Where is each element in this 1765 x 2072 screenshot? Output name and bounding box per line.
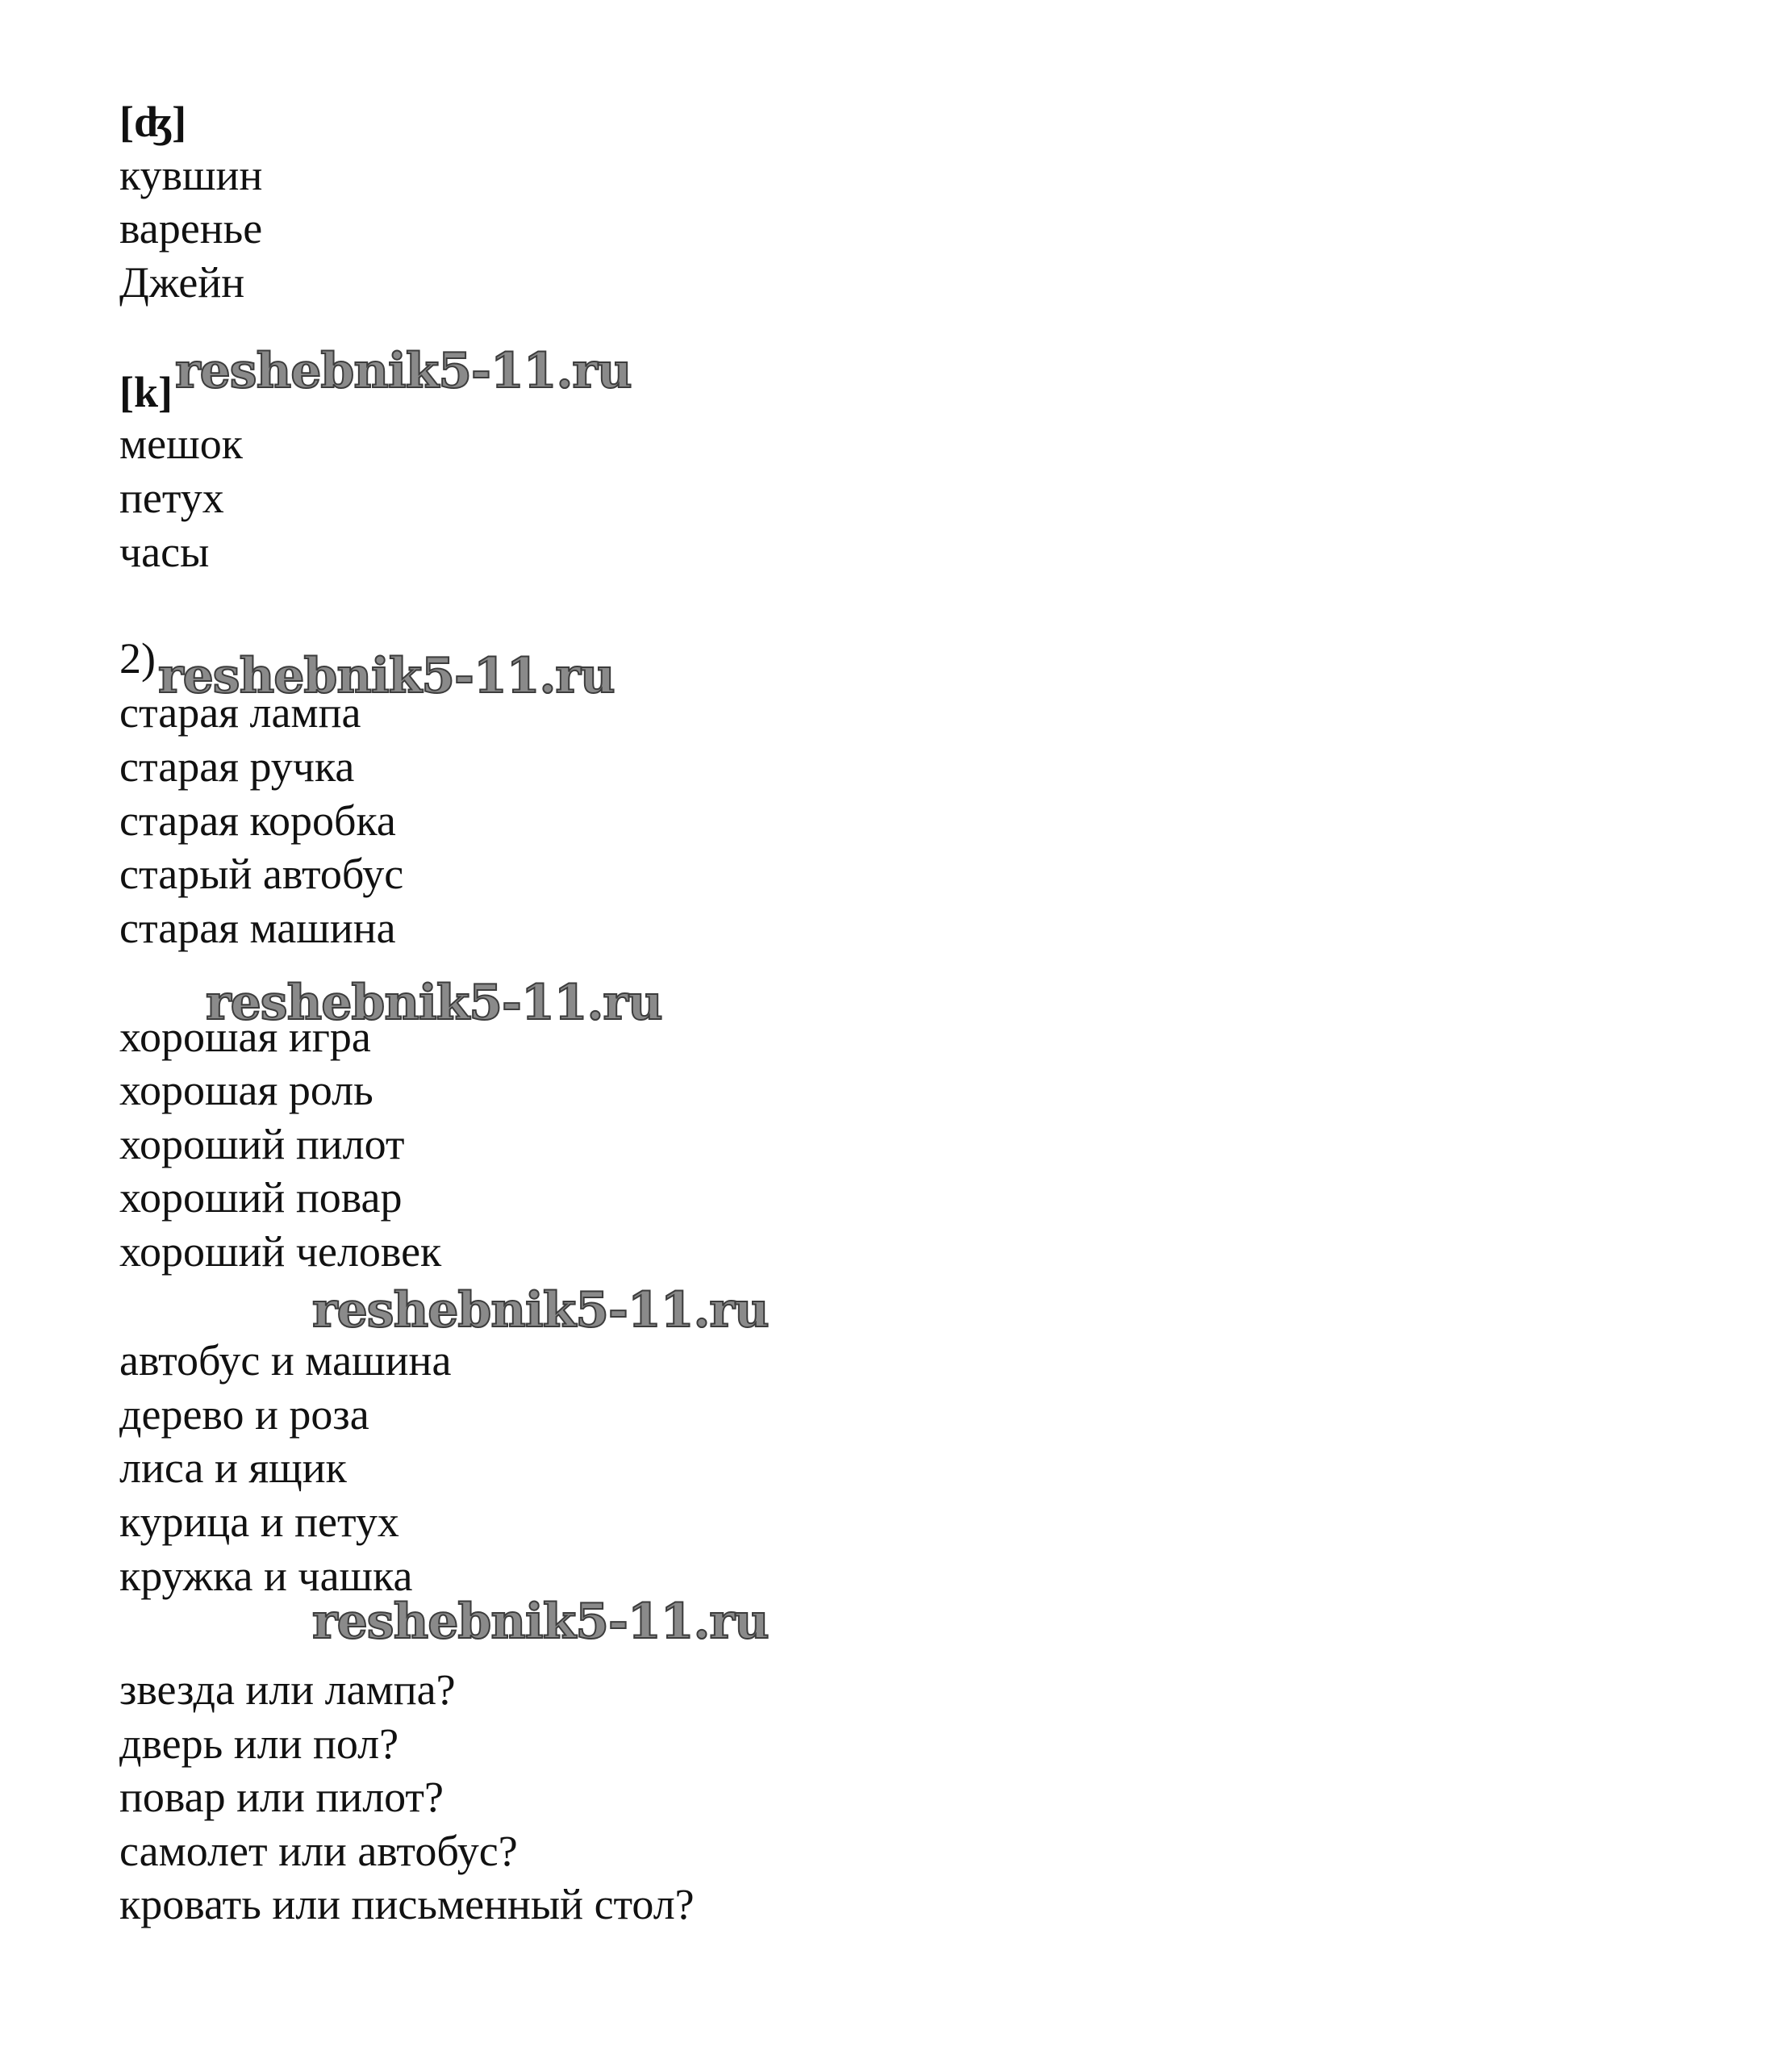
phrase-item: курица и петух [119, 1498, 399, 1546]
phrase-item: хорошая роль [119, 1066, 373, 1114]
watermark: reshebnik5-11.ru [158, 648, 615, 704]
phrase-item: старая лампа [119, 688, 361, 737]
phrase-item: звезда или лампа? [119, 1665, 456, 1714]
phrase-item: старый автобус [119, 850, 404, 898]
phrase-item: дверь или пол? [119, 1719, 399, 1768]
word-item: петух [119, 474, 224, 522]
word-item: мешок [119, 420, 243, 468]
phrase-item: старая ручка [119, 742, 355, 791]
word-item: варенье [119, 204, 263, 253]
section-heading-k: [k] [119, 368, 173, 416]
phrase-item: хорошая игра [119, 1013, 371, 1061]
phrase-item: кружка и чашка [119, 1552, 413, 1600]
phrase-item: повар или пилот? [119, 1773, 444, 1821]
phrase-item: кровать или письменный стол? [119, 1880, 695, 1928]
watermark: reshebnik5-11.ru [175, 343, 632, 399]
phrase-item: дерево и роза [119, 1390, 369, 1439]
word-item: Джейн [119, 258, 245, 307]
phrase-item: хороший повар [119, 1173, 403, 1222]
section-heading-dz: [ʤ] [119, 98, 187, 146]
phrase-item: хороший человек [119, 1227, 442, 1276]
watermark: reshebnik5-11.ru [312, 1282, 769, 1339]
phrase-item: лиса и ящик [119, 1443, 347, 1492]
phrase-item: старая коробка [119, 796, 396, 845]
phrase-item: старая машина [119, 904, 396, 952]
phrase-item: самолет или автобус? [119, 1827, 518, 1875]
word-item: часы [119, 528, 210, 576]
word-item: кувшин [119, 151, 263, 199]
phrase-item: автобус и машина [119, 1336, 452, 1385]
phrase-item: хороший пилот [119, 1120, 405, 1168]
part-label: 2) [119, 634, 156, 683]
watermark: reshebnik5-11.ru [206, 975, 662, 1031]
watermark: reshebnik5-11.ru [312, 1594, 769, 1650]
